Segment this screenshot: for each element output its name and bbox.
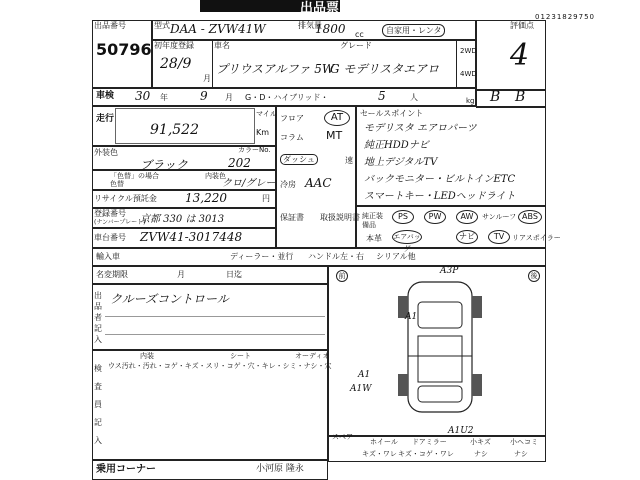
grade-label: グレード <box>340 41 372 50</box>
inspector-line: ウス汚れ・汚れ・コゲ・キズ・スリ・コゲ・穴・キレ・シミ・ナシ・穴 <box>108 362 332 370</box>
deadline-month: 月 <box>177 270 185 279</box>
opt-navi: ナビ <box>456 230 478 244</box>
inspector-audio: オーディオ <box>295 352 330 360</box>
car-name-label: 車名 <box>214 41 230 50</box>
car-name-value: プリウスアルファ 5W <box>216 62 335 76</box>
opt-genuine: 純正装備品 <box>362 212 383 229</box>
model-value: DAA - ZVW41W <box>170 22 266 36</box>
interior-score: B <box>490 89 501 105</box>
grade-value: G モデリスタエアロ <box>330 62 440 76</box>
first-reg-month: 月 <box>203 74 211 83</box>
deadline-day: 日迄 <box>226 270 242 279</box>
sp-line-3: 地上デジタルTV <box>364 157 438 168</box>
mark-1: A3P <box>440 266 459 276</box>
sp-line-5: スマートキー・LEDヘッドライト <box>364 191 516 202</box>
opt-floor: フロア <box>280 114 304 123</box>
usage-value: 自家用・レンタ <box>382 24 445 37</box>
recycle-label: リサイクル預託金 <box>94 194 157 203</box>
opt-pw: PW <box>424 210 446 224</box>
body-color-value: ブラック <box>140 158 188 172</box>
inspection-month: 9 <box>200 89 208 103</box>
mark-3: A1 <box>358 370 371 380</box>
opt-column: コラム <box>280 133 304 142</box>
door-value: キズ・コゲ・ワレ <box>398 450 454 458</box>
interior-color-note: 「色替」の場合 <box>110 172 159 180</box>
opt-aw: AW <box>456 210 478 224</box>
wheel-label: ホイール <box>370 438 398 446</box>
opt-ps: PS <box>392 210 414 224</box>
opt-airbag: エアバッグ <box>392 230 422 244</box>
mark-5: A1U2 <box>448 426 474 436</box>
inspection-fuel: G・D・ハイブリッド・ <box>245 93 329 102</box>
footer-name: 小河原 隆永 <box>256 464 304 474</box>
inspection-seats: 5 <box>378 89 386 103</box>
small-value: ナシ <box>474 450 488 458</box>
opt-manual: 取扱説明書 <box>320 213 360 222</box>
car-diagram <box>380 272 500 422</box>
inspection-year-unit: 年 <box>160 93 168 102</box>
inspection-label: 車検 <box>96 91 115 101</box>
header-title: 出品票 <box>300 1 340 16</box>
deadline-label: 名変期限 <box>96 270 128 279</box>
mileage-label: 走行 <box>96 114 115 124</box>
small-label: 小キズ <box>470 438 491 446</box>
grade-score-value: 4 <box>510 38 530 73</box>
drive-4wd: 4WD <box>460 70 477 78</box>
lot-number: 50796 <box>96 40 152 59</box>
sp-line-1: モデリスタ エアロパーツ <box>364 123 477 134</box>
inspection-seats-unit: 人 <box>410 93 418 102</box>
opt-ac-label: 冷房 <box>280 180 296 189</box>
first-reg-label: 初年度登録 <box>154 41 194 50</box>
model-label: 型式 <box>154 21 170 30</box>
opt-main: 本革 <box>366 234 382 243</box>
opt-column-val: MT <box>326 129 343 142</box>
inspector-label: 検査員記入 <box>94 364 102 445</box>
opt-floor-val: AT <box>324 110 350 126</box>
import-handle: ハンドル <box>308 252 340 261</box>
inspector-sheet: シート <box>230 352 251 360</box>
body-color-label: 外装色 <box>94 148 118 157</box>
body-color-code-label: カラーNo. <box>238 146 271 154</box>
chassis-label: 車台番号 <box>94 233 126 242</box>
interior-color-change: 色替 <box>110 180 124 188</box>
exterior-score: B <box>515 89 526 105</box>
door-label: ドアミラー <box>412 438 447 446</box>
mark-2: A1 <box>405 312 418 322</box>
dent-value: ナシ <box>514 450 528 458</box>
opt-warranty: 保証書 <box>280 213 304 222</box>
inspector-interior: 内装 <box>140 352 154 360</box>
dent-label: 小ヘコミ <box>510 438 538 446</box>
grade-score-label: 評価点 <box>510 21 534 30</box>
body-color-code: 202 <box>228 156 251 170</box>
opt-dash: ダッシュ <box>280 154 318 165</box>
mileage-value: 91,522 <box>150 122 199 138</box>
mileage-mile: マイル <box>256 110 277 118</box>
spare-label: スペア <box>332 433 353 441</box>
cc-unit: cc <box>355 30 364 39</box>
opt-abs: ABS <box>518 210 542 224</box>
interior-color-value: クロ/グレー <box>222 178 276 189</box>
chassis-value: ZVW41-3017448 <box>140 230 243 244</box>
plate-sub: (ナンバープレート) <box>94 219 146 226</box>
inspection-month-unit: 月 <box>225 93 233 102</box>
diagram-front: 前 <box>336 270 348 282</box>
selling-points-label: セールスポイント <box>360 109 424 118</box>
diagram-rear: 後 <box>528 270 540 282</box>
import-serial: シリアル他 <box>376 252 416 261</box>
opt-ac-value: AAC <box>305 176 332 190</box>
plate-value: 京都 330 は 3013 <box>140 214 225 225</box>
recycle-value: 13,220 <box>185 191 227 205</box>
footer-corner: 乗用コーナー <box>96 464 156 475</box>
lot-label: 出品番号 <box>94 21 126 30</box>
plate-label: 登録番号 <box>94 209 126 218</box>
opt-sunroof: サンルーフ <box>482 213 517 221</box>
first-reg-value: 28/9 <box>160 56 192 72</box>
inspection-year: 30 <box>135 89 151 103</box>
notes-label: 出品者記入 <box>94 291 102 344</box>
sp-line-4: バックモニター・ビルトインETC <box>364 174 516 185</box>
opt-speed: 速 <box>345 156 353 165</box>
mileage-unit: Km <box>256 128 270 137</box>
cc-label: 排気量 <box>298 21 322 30</box>
import-dealer: ディーラー・並行 <box>230 252 294 261</box>
wheel-value: キズ・ワレ <box>362 450 397 458</box>
opt-tv: TV <box>488 230 510 244</box>
drive-2wd: 2WD <box>460 47 477 55</box>
import-lr: 左・右 <box>340 252 364 261</box>
mark-4: A1W <box>350 384 372 394</box>
recycle-unit: 円 <box>262 194 270 203</box>
interior-color-label: 内装色 <box>205 172 226 180</box>
inspection-kg: kg <box>466 97 475 105</box>
opt-spoiler: リアスポイラー <box>512 234 561 242</box>
import-label: 輸入車 <box>96 252 120 261</box>
sp-line-2: 純正HDDナビ <box>364 140 429 151</box>
header-numbers: 01231829750 <box>535 13 595 21</box>
notes-line: クルーズコントロール <box>110 292 229 306</box>
cc-value: 1800 <box>315 22 346 36</box>
